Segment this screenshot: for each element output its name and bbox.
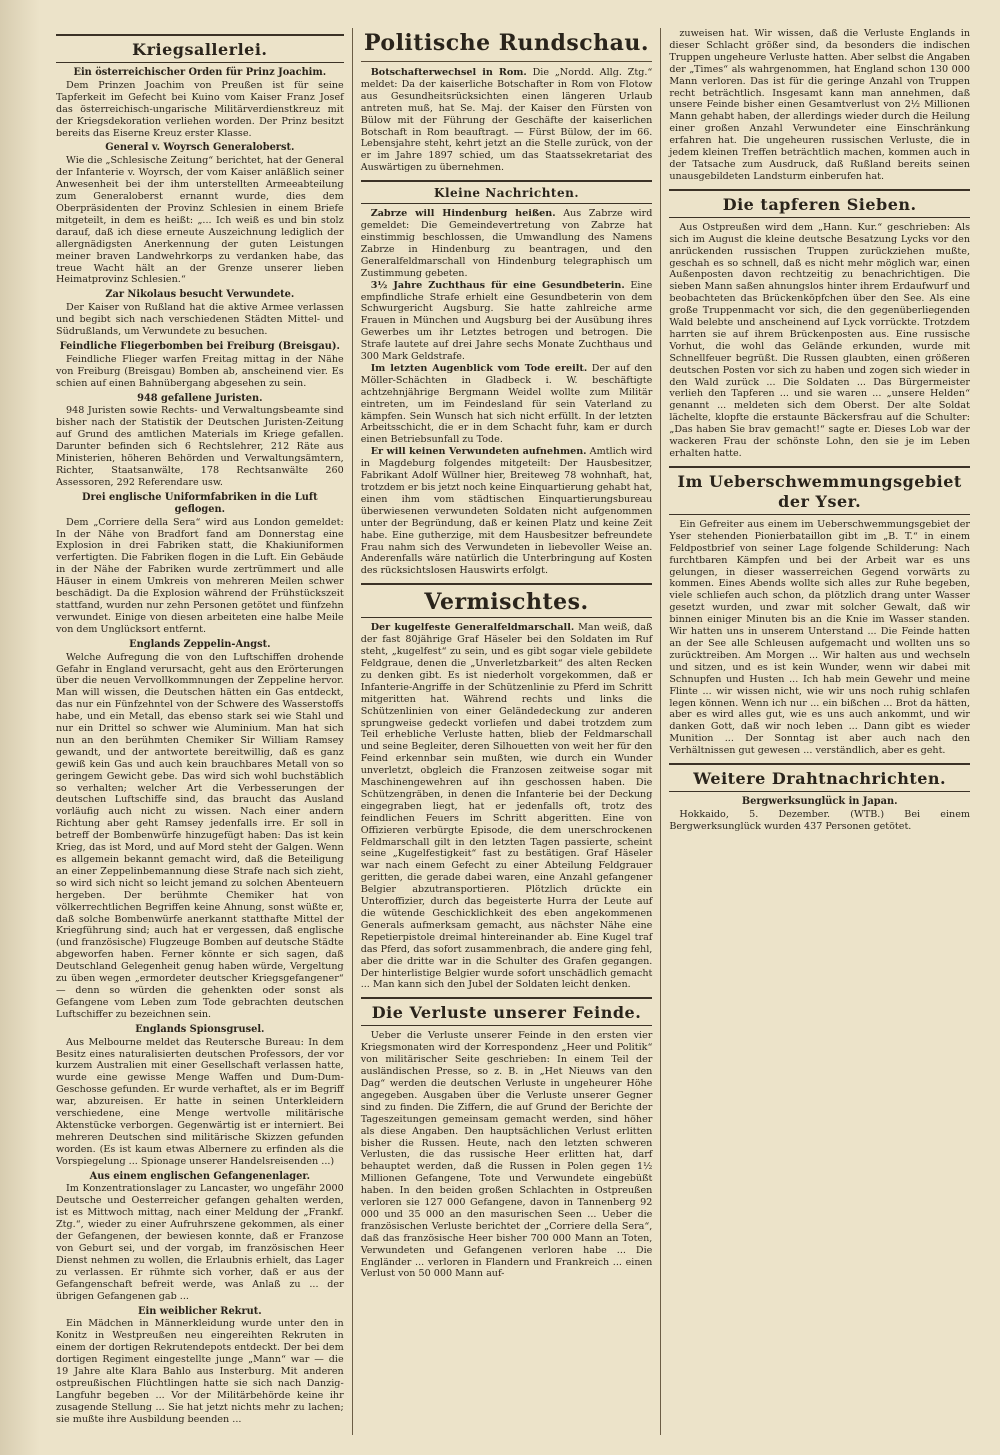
article-body: 948 Juristen sowie Rechts- und Verwaltungsbeamte sind bisher nach der Statistik der Deutschen Juristen-Zeitung auf Grund des amtlichen Materials im Kriege gefallen. Darunter befinden sich 6 Rechtslehrer, 212 Räte aus Ministerien, höheren Behörden und Verwaltungsämtern, Richter, Staatsanwälte, 178 Rechtsanwälte 260 Assessoren, 292 Referendare usw.	[56, 405, 344, 488]
article-title: Bergwerksunglück in Japan.	[741, 796, 898, 808]
article-body: Ein Gefreiter aus einem im Ueberschwemmungsgebiet der Yser stehenden Pionierbataillon gibt im „B. T.“ in einem Feldpostbrief von seiner Lage folgende Schilderung: Nach furchtbaren Kämpfen und bei der Arbeit war es uns gelungen, in dieser wasserreichen Gegend vorwärts zu kommen. Eines Abends wollte sich alles zur Ruhe begeben, viele schliefen auch schon, da plötzlich drang unter Wasser gesetzt wurden, und zwar mit solcher Gewalt, daß wir binnen einiger Minuten bis an die Knie im Wasser standen. Wir hatten uns in unserem Unterstand ... Die Feinde hatten an der See alle Schleusen aufgemacht und wollten uns so zurücktreiben. Am Morgen ... Wir halten aus und wechseln und sitzen, und es ist kein Wunder, wenn wir dabei mit Schnupfen und Husten ... Ich hab mein Gewehr und meine Flinte ... wir wissen nicht, wie wir uns noch ruhig schlafen legen können. Wenn ich nur ... ein bißchen ... Brot da hätten, aber es wird alles gut, wie es uns auch ankommt, und wir danken Gott, daß wir noch leben ... Dann gibt es wieder Munition ... Der Sonntag ist aber auch nach den Verhältnissen gut gewesen ... verständlich, aber es geht.	[669, 518, 970, 757]
article-title: Drei englische Uniformfabriken in die Luft geflogen.	[82, 491, 318, 515]
col1-articles	[56, 67, 344, 1426]
small-news-item	[361, 280, 653, 363]
article-body: Der auf den Möller-Schächten in Gladbeck i. W. beschäftigte achtzehnjährige Bergmann Weidel wollte zum Militär eintreten, um im Feindesland für sein Vaterland zu kämpfen. Sein Wunsch hat sich nicht erfüllt. In der letzten Arbeitsschicht, die er in dem Schacht fuhr, kam er durch einen Betriebsunfall zu Tode.	[360, 362, 653, 446]
article-body: Wie die „Schlesische Zeitung“ berichtet, hat der General der Infanterie v. Woyrsch, der vom Kaiser anläßlich seiner Anwesenheit bei der ihm unterstellten Armeeabteilung zum Generaloberst ernannt wurde, dies dem Oberpräsidenten der Provinz Schlesien in einem Briefe mitgeteilt, in dem es heißt: „... Ich weiß es und bin stolz darauf, daß ich diese erneute Auszeichnung lediglich der allergnädigsten Anerkennung der guten Leistungen meiner braven Landwehrkorps zu verdanken habe, das treue Wacht hält an der Grenze unserer lieben Heimatprovinz Schlesien.“	[56, 155, 344, 286]
section-heading-kleine-nachrichten: Kleine Nachrichten.	[361, 180, 653, 204]
article-title: Im letzten Augenblick vom Tode ereilt.	[370, 362, 588, 374]
columns	[48, 28, 978, 1435]
article-text	[361, 67, 653, 174]
section-heading-drahtnachrichten: Weitere Drahtnachrichten.	[669, 763, 970, 792]
article-continuation: zuweisen hat. Wir wissen, daß die Verluste Englands in dieser Schlacht größer sind, da besonders die indischen Truppen ungeheure Verluste hatten. Aber selbst die Angaben der „Times“ als wahrgenommen, hat England schon 130 000 Mann verloren. Das ist für die geringe Anzahl von Truppen recht beträchtlich. Insgesamt kann man annehmen, daß unsere Feinde bisher einen Gesamtverlust von 2½ Millionen Mann gehabt haben, der allerdings wieder durch die Heilung einer großen Anzahl Verwundeter eine Einschränkung erfahren hat. Die ungeheuren russischen Verluste, die in jedem kleinen Treffen beträchtlich machen, kommen auch in der Tatsache zum Ausdruck, daß Rußland bereits seinen unausgebildeten Landsturm einberufen hat.	[669, 28, 970, 182]
article-body: Die „Nordd. Allg. Ztg.“ meldet: Da der kaiserliche Botschafter in Rom von Flotow aus Gesundheitsrücksichten einen längeren Urlaub antreten muß, hat Se. Maj. der Kaiser den Fürsten von Bülow mit der Führung der Geschäfte der kaiserlichen Botschaft in Rom beauftragt. — Fürst Bülow, der im 66. Lebensjahre steht, kehrt jetzt an die Stelle zurück, von der er im Jahre 1897 schied, um das Staatssekretariat des Auswärtigen zu übernehmen.	[360, 67, 653, 174]
column-1	[48, 28, 353, 1435]
small-news-list	[361, 208, 653, 577]
section-heading-vermischtes: Vermischtes.	[361, 583, 653, 618]
article-body: Aus Ostpreußen wird dem „Hann. Kur.“ geschrieben: Als sich im August die kleine deutsche Besatzung Lycks vor den anrückenden russischen Truppen zurückziehen mußte, geschah es so schnell, daß es nicht mehr möglich war, einen Außenposten davon rechtzeitig zu benachrichtigen. Die sieben Mann saßen ahnungslos hinter ihrem Erdaufwurf und beobachteten das Brückenköpfchen über den See. Als eine große Truppenmacht vor sich, die den gegenüberliegenden Wald belebte und anscheinend auf Lyck vorrückte. Trotzdem harrten sie auf ihrem Brückenposten aus. Eine russische Vorhut, die wohl das Gelände erkunden, wurde mit Schnellfeuer begrüßt. Die Russen glaubten, einen größeren deutschen Posten vor sich zu haben und zogen sich wieder in den Wald zurück ... Die Soldaten ... Das Bürgermeister verlieh den Tapferen ... und sie waren ... „unsere Helden“ genannt ... meldeten sich dem Oberst. Der alte Soldat lächelte, klopfte die erstaunte Bäckersfrau auf die Schulter: „Das haben Sie brav gemacht!“ sagte er. Dieses Lob war der wackeren Frau der schönste Lohn, den sie je im Leben erhalten hatte.	[669, 221, 970, 459]
article-title: Zabrze will Hindenburg heißen.	[370, 208, 556, 220]
article-body: Eine empfindliche Strafe erhielt eine Gesundbeterin von dem Schwurgericht Augsburg. Sie hatte zahlreiche arme Frauen in München und Augsburg bei der Ausübung ihres Gewerbes um ihr Letztes betrogen und betrogen. Die Strafe lautete auf drei Jahre sechs Monate Zuchthaus und 300 Mark Geldstrafe.	[360, 279, 653, 363]
small-news-item	[361, 208, 653, 279]
section-heading-politische-rundschau: Politische Rundschau.	[363, 30, 650, 56]
article-body: Aus Melbourne meldet das Reutersche Bureau: In dem Besitz eines naturalisierten deutschen Professors, der vor kurzem Australien mit einer Gesellschaft verlassen hatte, wurde eine gewisse Menge Waffen und Dum-Dum-Geschosse gefunden. Er wurde verhaftet, als er im Begriff war, abzureisen. Er hatte in seinen Unterkleidern verschiedene, eine Menge wertvolle militärische Aktenstücke verborgen. Gegenwärtig ist er interniert. Bei mehreren Deutschen sind militärische Skizzen gefunden worden. (Es ist kaum etwas Albernere zu erfinden als die Vorspiegelung ... Spionage unserer Handelsreisenden ...)	[56, 1036, 344, 1167]
article-body: Ueber die Verluste unserer Feinde in den ersten vier Kriegsmonaten wird der Korrespondenz „Heer und Politik“ von militärischer Seite geschrieben: In einem Teil der ausländischen Presse, so z. B. in „Het Nieuws van den Dag“ werden die deutschen Verluste in ungeheurer Höhe angegeben. Ausgaben über die Verluste unserer Gegner sind zu finden. Die Ziffern, die auf Grund der Berichte der Tageszeitungen gemeinsam gemacht werden, sind höher als diese Angaben. Den hauptsächlichen Verlust erlitten bisher die Russen. Heute, nach den letzten schweren Verlusten, die das russische Heer erlitten hat, darf behauptet werden, daß die Russen in Polen gegen 1½ Millionen Gefangene, Tote und Verwundete eingebüßt haben. In den beiden großen Schlachten in Ostpreußen verloren sie 127 000 Gefangene, davon in Tannenberg 92 000 und 35 000 an den masurischen Seen ... Ueber die französischen Verluste berichtet der „Corriere della Sera“, daß das französische Heer bisher 700 000 Mann an Toten, Verwundeten und Gefangenen verloren habe ... Die Engländer ... verloren in Flandern und Frankreich ... einen Verlust von 50 000 Mann auf-	[360, 1030, 653, 1280]
article-title: General v. Woyrsch Generaloberst.	[105, 142, 295, 154]
article-title: Der kugelfeste Generalfeldmarschall.	[370, 622, 575, 634]
section-heading-tapferen-sieben: Die tapferen Sieben.	[669, 189, 970, 218]
article-title: Er will keinen Verwundeten aufnehmen.	[370, 446, 587, 458]
article-body: Welche Aufregung die von den Luftschiffen drohende Gefahr in England verursacht, geht aus den Erörterungen über die neuen Vervollkommnungen der Zeppeline hervor. Man will wissen, die Deutschen hätten ein Gas entdeckt, das nur ein Fünfzehntel von der Schwere des Wasserstoffs habe, und ein Metall, das ebenso stark sei wie Stahl und nur ein Drittel so schwer wie Aluminium. Man hat sich nun an den berühmten Chemiker Sir William Ramsey gewandt, und der antwortete bereitwillig, daß es ganz gewiß kein Gas und auch kein brauchbares Metall von so geringem Gewicht gebe. Das wird sich wohl buchstäblich so verhalten; welcher Art die Verbesserungen der deutschen Luftschiffe sind, das braucht das Ausland vorläufig auch nicht zu wissen. Nach einer andern Richtung aber geht Ramsey jedenfalls irre. Er soll in betreff der Bombenwürfe hinzugefügt haben: Das ist kein Krieg, das ist Mord, und auf Mord steht der Galgen. Wenn es allgemein bekannt gemacht wird, daß die Beteiligung an einer Zeppelinbemannung diese Strafe nach sich zieht, so wird sich nicht so leicht jemand zu solchen Abenteuern hergeben. Der berühmte Chemiker hat von völkerrechtlichen Begriffen keine Ahnung, sonst wüßte er, daß solche Bombenwürfe anerkannt statthafte Mittel der Kriegführung sind; auch hat er vergessen, daß englische (und französische) Flugzeuge Bomben auf deutsche Städte abgeworfen haben. Ferner könnte er sich sagen, daß Deutschland Gelegenheit genug haben würde, Vergeltung zu üben wegen „ermordeter deutscher Kriegsgefangener“ — denn so würden die gehenkten oder sonst als Gefangene vom Leben zum Tode gebrachten deutschen Luftschiffer zu bezeichnen sein.	[56, 651, 344, 1020]
article-body: Der Kaiser von Rußland hat die aktive Armee verlassen und begibt sich nach verschiedenen Städten Mittel- und Südrußlands, um Verwundete zu besuchen.	[56, 302, 344, 338]
article-body: Feindliche Flieger warfen Freitag mittag in der Nähe von Freiburg (Breisgau) Bomben ab, anscheinend vier. Es schien auf einen Bahnübergang abgesehen zu sein.	[56, 353, 344, 389]
article-title: Zar Nikolaus besucht Verwundete.	[105, 289, 295, 301]
article-title: 948 gefallene Juristen.	[137, 392, 263, 404]
article-body: Im Konzentrationslager zu Lancaster, wo ungefähr 2000 Deutsche und Oesterreicher gefangen gehalten werden, ist es Mittwoch mittag, nach einer Meldung der „Frankf. Ztg.“, wieder zu einer Aufruhrszene gekommen, als einer der Gefangenen, der bewiesen konnte, daß er Franzose von Geburt sei, und der vorgab, im französischen Heer Dienst nehmen zu wollen, die Erlaubnis erhielt, das Lager zu verlassen. Er rühmte sich vorher, daß er aus der Gefangenschaft befreit werde, was Anlaß zu ... der übrigen Gefangenen gab ...	[56, 1183, 344, 1302]
article-title: Englands Zeppelin-Angst.	[129, 638, 271, 650]
article-title: Ein österreichischer Orden für Prinz Joachim.	[73, 67, 327, 78]
section-heading-kriegsallerlei: Kriegsallerlei.	[56, 34, 344, 63]
article-title: Feindliche Fliegerbomben bei Freiburg (Breisgau).	[59, 340, 340, 352]
article-body: Ein Mädchen in Männerkleidung wurde unter den in Konitz in Westpreußen neu eingereihten Rekruten in einem der dortigen Rekrutendepots entdeckt. Der bei dem dortigen Regiment eingestellte junge „Mann“ war — die 19 Jahre alte Klara Bahlo aus Insterburg. Mit anderen ostpreußischen Flüchtlingen hatte sie sich nach Danzig-Langfuhr begeben ... Vor der Militärbehörde keine ihr zusagende Stellung ... Sie hat jetzt nichts mehr zu lachen; sie mußte ihre Ausbildung beenden ...	[56, 1318, 344, 1425]
section-heading-verluste: Die Verluste unserer Feinde.	[361, 997, 653, 1026]
small-news-item	[361, 363, 653, 446]
article-body: Dem Prinzen Joachim von Preußen ist für seine Tapferkeit im Gefecht bei Kuino vom Kaiser Franz Josef das österreichisch-ungarische Militärverdienstkreuz mit der Kriegsdekoration verliehen worden. Der Prinz besitzt bereits das Eiserne Kreuz erster Klasse.	[56, 79, 344, 139]
divider	[361, 61, 653, 62]
article-title: Aus einem englischen Gefangenenlager.	[89, 1170, 311, 1182]
article-title: Botschafterwechsel in Rom.	[370, 67, 527, 78]
article-title: Englands Spionsgrusel.	[135, 1023, 265, 1035]
article-body: Hokkaido, 5. Dezember. (WTB.) Bei einem Bergwerksunglück wurden 437 Personen getötet.	[669, 808, 970, 832]
article-title: 3½ Jahre Zuchthaus für eine Gesundbeterin.	[370, 279, 625, 291]
small-news-item	[361, 446, 653, 577]
article-body: Aus Zabrze wird gemeldet: Die Gemeindevertretung von Zabrze hat einstimmig beschlossen, die Umwandlung des Namens Zabrze in Hindenburg zu beantragen, und den Generalfeldmarschall von Hindenburg telegraphisch um Zustimmung gebeten.	[360, 208, 653, 279]
article-title: Ein weiblicher Rekrut.	[138, 1305, 262, 1317]
article-body: Dem „Corriere della Sera“ wird aus London gemeldet: In der Nähe von Bradfort fand am Donnerstag eine Explosion in drei Fabriken statt, die Khakiuniformen verfertigten. Die Fabriken flogen in die Luft. Ein Gebäude in der Nähe der Fabriken wurde zertrümmert und alle Häuser in einem Umkreis von mehreren Meilen schwer beschädigt. Da die Explosion während der Frühstückszeit stattfand, wurden nur zehn Personen getötet und fünfzehn verwundet. Einige von diesen arbeiteten eine halbe Meile von dem Unglücksort entfernt.	[56, 516, 344, 635]
section-heading-yser: Im Ueberschwemmungsgebiet der Yser.	[669, 466, 970, 515]
article-body: Amtlich wird in Magdeburg folgendes mitgeteilt: Der Hausbesitzer, Fabrikant Adolf Wüllner hier, Breiteweg 78 wohnhaft, hat, trotzdem er bis jetzt noch keine Einquartierung gehabt hat, einen ihm vom städtischen Einquartierungsbureau überwiesenen verwundeten Soldaten nicht aufgenommen unter der Begründung, daß er keinen Platz und keine Zeit habe. Eine gutherzige, mit dem Hausbesitzer befreundete Frau nahm sich des Verwundeten in liebevoller Weise an. Anderenfalls wäre natürlich die Unterbringung auf Kosten des rücksichtslosen Hauswirts erfolgt.	[360, 446, 653, 577]
article-body: Man weiß, daß der fast 80jährige Graf Häseler bei den Soldaten im Ruf steht, „kugelfest“ zu sein, und es gibt sogar viele gebildete Feldgraue, denen die „Unverletzbarkeit“ des alten Recken zu denken gibt. Es ist niederholt vorgekommen, daß er Infanterie-Angriffe in der Schützenlinie zu Pferd im Schritt mitgeritten hat. Während rechts und links die Schützenlinien von einer Geländedeckung zur anderen sprungweise gedeckt vorliefen und dabei trotzdem zum Teil erhebliche Verluste hatten, blieb der Feldmarschall und seine Begleiter, deren Silhouetten von weit her für den Feind erkennbar sein mußten, wie durch ein Wunder unverletzt, obgleich die Franzosen zeitweise sogar mit Maschinengewehren auf ihn geschossen haben. Die Schützengräben, in denen die Infanterie bei der Deckung eingegraben liegt, hat er jedenfalls oft, trotz des feindlichen Feuers im Schritt abgeritten. Eine von Offizieren verbürgte Episode, die dem unerschrockenen Feldmarschall gilt in den letzten Tagen passierte, scheint seine „Kugelfestigkeit“ fast zu bestätigen. Graf Häseler war nach einem Gefecht zu einer Abteilung Feldgrauer geritten, die gerade dabei waren, eine Anzahl gefangener Belgier abzutransportieren. Plötzlich drückte ein Unteroffizier, durch das begeisterte Hurra der Leute auf die wütende Geschicklichkeit des eben angekommenen Generals aufmerksam gemacht, aus nächster Nähe eine Repetierpistole dreimal hintereinander ab. Eine Kugel traf das Pferd, das sofort zusammenbrach, die andere ging fehl, aber die dritte war in die Schulter des Grafen gegangen. Der hinterlistige Belgier wurde sofort unschädlich gemacht ... Man kann sich den Jubel der Soldaten leicht denken.	[360, 622, 653, 991]
column-3	[661, 28, 978, 1435]
column-2	[353, 28, 662, 1435]
article-text	[361, 622, 653, 991]
